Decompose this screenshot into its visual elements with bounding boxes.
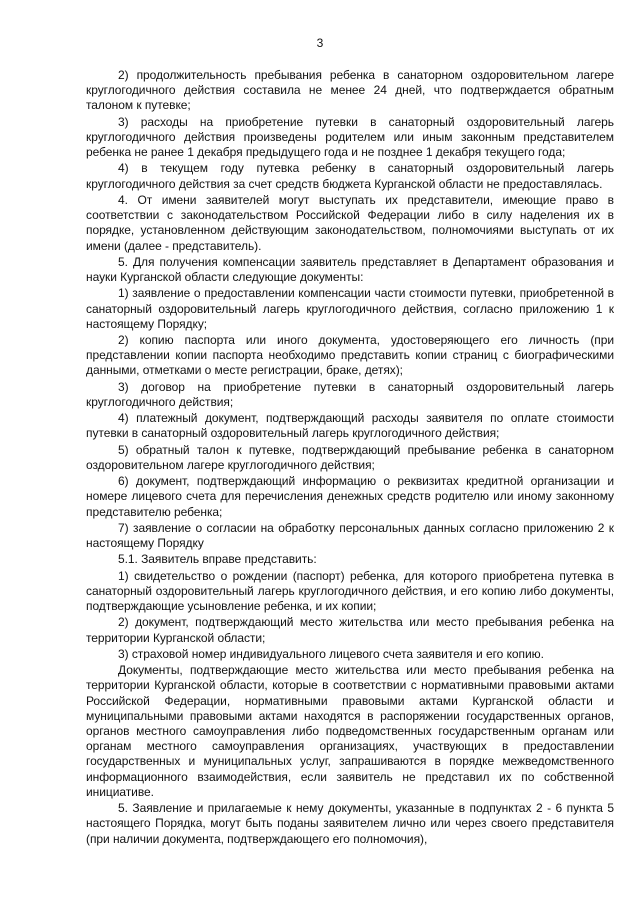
paragraph: 1) свидетельство о рождении (паспорт) ребенка, для которого приобретена путевка в санаторный оздоровительный лагерь круглогодичного действия, и его копию либо документы, подтверждающие усыновление ребенка, и их копии; <box>86 568 614 614</box>
paragraph: 2) копию паспорта или иного документа, удостоверяющего его личность (при представлении копии паспорта необходимо представить копии страниц с биографическими данными, отметками о месте регистрации, браке, детях); <box>86 333 614 378</box>
paragraph: 5. Для получения компенсации заявитель представляет в Департамент образования и науки Курганской области следующие документы: <box>86 254 614 285</box>
paragraph: 3) страховой номер индивидуального лицевого счета заявителя и его копию. <box>118 646 544 661</box>
paragraph: 4) в текущем году путевка ребенку в санаторный оздоровительный лагерь круглогодичного действия за счет средств бюджета Курганской области не предоставлялась. <box>86 161 614 191</box>
paragraph: 1) заявление о предоставлении компенсации части стоимости путевки, приобретенной в санаторный оздоровительный лагерь круглогодичного действия, согласно приложению 1 к настоящему Порядку; <box>86 286 614 331</box>
paragraph: 5. Заявление и прилагаемые к нему документы, указанные в подпунктах 2 - 6 пункта 5 настоящего Порядка, могут быть поданы заявителем лично или через своего представителя (при наличии документа, подтверждающего его полномочия), <box>86 801 614 846</box>
paragraph: 4. От имени заявителей могут выступать их представители, имеющие право в соответствии с законодательством Российской Федерации либо в силу наделения их в порядке, установленном действующим законодательством, полномочиями выступать от их имени (далее - представитель). <box>86 192 614 253</box>
document-body <box>86 68 614 847</box>
paragraph: 4) платежный документ, подтверждающий расходы заявителя по оплате стоимости путевки в санаторный оздоровительный лагерь круглогодичного действия; <box>86 411 614 441</box>
page-number: 3 <box>316 36 324 50</box>
paragraph: 6) документ, подтверждающий информацию о реквизитах кредитной организации и номере лицевого счета для перечисления денежных средств родителю или иному законному представителю ребенка; <box>86 474 614 519</box>
paragraph: 5.1. Заявитель вправе представить: <box>118 552 317 567</box>
paragraph: 2) документ, подтверждающий место жительства или место пребывания ребенка на территории Курганской области; <box>86 615 614 645</box>
paragraph: 5) обратный талон к путевке, подтверждающий пребывание ребенка в санаторном оздоровительном лагере круглогодичного действия; <box>86 442 614 472</box>
paragraph: 3) расходы на приобретение путевки в санаторный оздоровительный лагерь круглогодичного действия произведены родителем или иным законным представителем ребенка не ранее 1 декабря предыдущего года и не позднее 1 декабря текущего года; <box>86 114 614 160</box>
paragraph: 7) заявление о согласии на обработку персональных данных согласно приложению 2 к настоящему Порядку <box>86 520 614 551</box>
paragraph: Документы, подтверждающие место жительства или место пребывания ребенка на территории Курганской области, которые в соответствии с нормативными правовыми актами Российской Федерации, нормативными правовыми актами Курганской области и муниципальными правовыми актами находятся в распоряжении государственных органов, органов местного самоуправления либо подведомственных государственным органам или органам местного самоуправления организациях, участвующих в предоставлении государственных и муниципальных услуг, запрашиваются в порядке межведомственного информационного взаимодействия, если заявитель не представил их по собственной инициативе. <box>86 663 614 799</box>
paragraph: 2) продолжительность пребывания ребенка в санаторном оздоровительном лагере круглогодичного действия составила не менее 24 дней, что подтверждается обратным талоном к путевке; <box>86 68 614 113</box>
paragraph: 3) договор на приобретение путевки в санаторный оздоровительный лагерь круглогодичного действия; <box>86 379 614 409</box>
